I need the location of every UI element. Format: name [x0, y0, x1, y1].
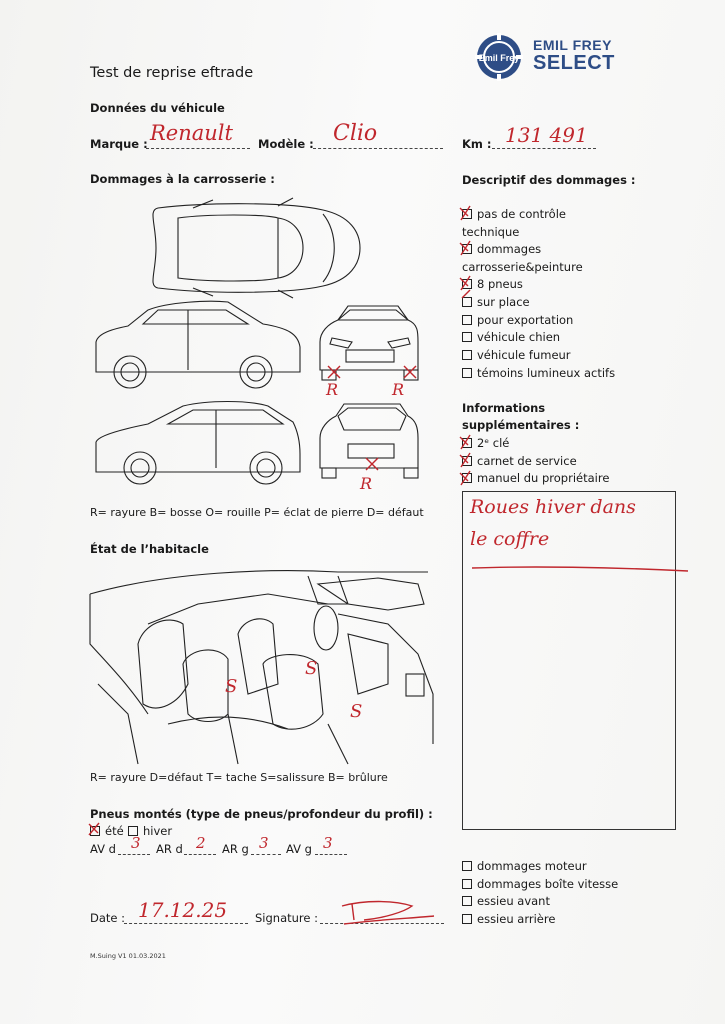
checkbox-warning-lights[interactable]: témoins lumineux actifs [462, 366, 615, 380]
body-damage-title: Dommages à la carrosserie : [90, 172, 275, 186]
signature-scribble[interactable] [334, 898, 444, 928]
car-front-view-icon [320, 306, 418, 380]
checkbox-no-inspection-line2: technique [462, 225, 520, 239]
emil-frey-emblem [474, 32, 524, 82]
notes-underline-stroke [470, 564, 700, 574]
checkbox-body-paint-damage-line2: carrosserie&peinture [462, 260, 583, 274]
tire-ar-d-field[interactable]: 2 [196, 834, 206, 852]
body-damage-legend: R= rayure B= bosse O= rouille P= éclat de pierre D= défaut [90, 506, 424, 519]
center-console-icon [348, 634, 388, 694]
car-side-right-icon [96, 402, 300, 485]
additional-info-check-marks [458, 433, 488, 489]
description-check-marks [458, 204, 488, 304]
km-field[interactable]: 131 491 [505, 123, 588, 147]
damage-mark-front-left: R [326, 380, 339, 399]
rear-seat-icon [138, 620, 188, 708]
date-label: Date : [90, 911, 126, 925]
checkbox-gearbox-damage[interactable]: dommages boîte vitesse [462, 877, 618, 891]
checkbox-no-inspection[interactable]: pas de contrôle [462, 207, 566, 221]
tires-title: Pneus montés (type de pneus/profondeur du profil) : [90, 807, 433, 821]
brand-label: Marque : [90, 137, 148, 151]
interior-mark-3: S [350, 701, 363, 722]
additional-info-title-line1: Informations [462, 401, 546, 415]
checkbox-winter-tires[interactable]: hiver [128, 824, 172, 838]
tire-ar-g-field[interactable]: 3 [259, 834, 269, 852]
checkbox-icon[interactable] [462, 332, 472, 342]
tires-check-mark [86, 820, 106, 840]
checkbox-for-export[interactable]: pour exportation [462, 313, 573, 327]
checkbox-engine-damage[interactable]: dommages moteur [462, 859, 587, 873]
checkbox-service-book[interactable]: carnet de service [462, 454, 577, 468]
vehicle-section-title: Données du véhicule [90, 101, 225, 115]
checkbox-dog-vehicle[interactable]: véhicule chien [462, 330, 560, 344]
logo-line2: SELECT [533, 52, 615, 74]
front-seat-left-icon [238, 619, 278, 694]
notes-line1: Roues hiver dans [470, 496, 636, 518]
checkbox-icon[interactable] [462, 861, 472, 871]
car-top-view-icon [153, 198, 360, 298]
checkbox-second-key[interactable]: 2ᵉ clé [462, 436, 509, 450]
checkbox-smoker-vehicle[interactable]: véhicule fumeur [462, 348, 571, 362]
tire-av-d-label: AV d [90, 842, 116, 856]
model-label: Modèle : [258, 137, 314, 151]
tire-ar-d-label: AR d [156, 842, 183, 856]
signature-label: Signature : [255, 911, 319, 925]
model-field[interactable]: Clio [333, 121, 378, 146]
checkbox-icon[interactable] [462, 879, 472, 889]
checkbox-icon[interactable] [462, 896, 472, 906]
car-side-left-icon [96, 301, 300, 388]
tire-ar-g-label: AR g [222, 842, 249, 856]
notes-line2: le coffre [470, 528, 550, 550]
additional-info-title-line2: supplémentaires : [462, 418, 580, 432]
checkbox-icon[interactable] [462, 315, 472, 325]
svg-text:Emil Frey: Emil Frey [478, 53, 520, 63]
form-title: Test de reprise eftrade [90, 65, 254, 81]
interior-diagram[interactable] [88, 564, 438, 764]
checkbox-rear-axle[interactable]: essieu arrière [462, 912, 555, 926]
form-version: M.Suing V1 01.03.2021 [90, 952, 166, 960]
date-field[interactable]: 17.12.25 [138, 898, 228, 922]
damage-mark-rear: R [360, 474, 373, 493]
brand-field[interactable]: Renault [150, 121, 233, 145]
interior-mark-1: S [225, 676, 238, 697]
steering-wheel-icon [314, 606, 338, 650]
checkbox-summer-tires[interactable]: été [90, 824, 124, 838]
checkbox-body-paint-damage[interactable]: dommages [462, 242, 541, 256]
checkbox-icon[interactable] [462, 350, 472, 360]
tire-av-d-field[interactable]: 3 [131, 834, 141, 852]
tire-av-g-label: AV g [286, 842, 312, 856]
interior-legend: R= rayure D=défaut T= tache S=salissure B= brûlure [90, 771, 388, 784]
interior-title: État de l’habitacle [90, 542, 209, 556]
checkbox-front-axle[interactable]: essieu avant [462, 894, 550, 908]
damage-description-title: Descriptif des dommages : [462, 173, 636, 187]
checkbox-owner-manual[interactable]: manuel du propriétaire [462, 471, 609, 485]
checkbox-on-site[interactable]: sur place [462, 295, 530, 309]
tire-av-g-field[interactable]: 3 [323, 834, 333, 852]
damage-mark-front-right: R [392, 380, 405, 399]
car-diagram[interactable] [88, 192, 428, 492]
checkbox-icon[interactable] [462, 914, 472, 924]
logo-line1: EMIL FREY [533, 37, 612, 53]
interior-mark-2: S [305, 658, 318, 679]
km-label: Km : [462, 137, 492, 151]
checkbox-8-tires[interactable]: 8 pneus [462, 277, 523, 291]
checkbox-icon[interactable] [462, 368, 472, 378]
